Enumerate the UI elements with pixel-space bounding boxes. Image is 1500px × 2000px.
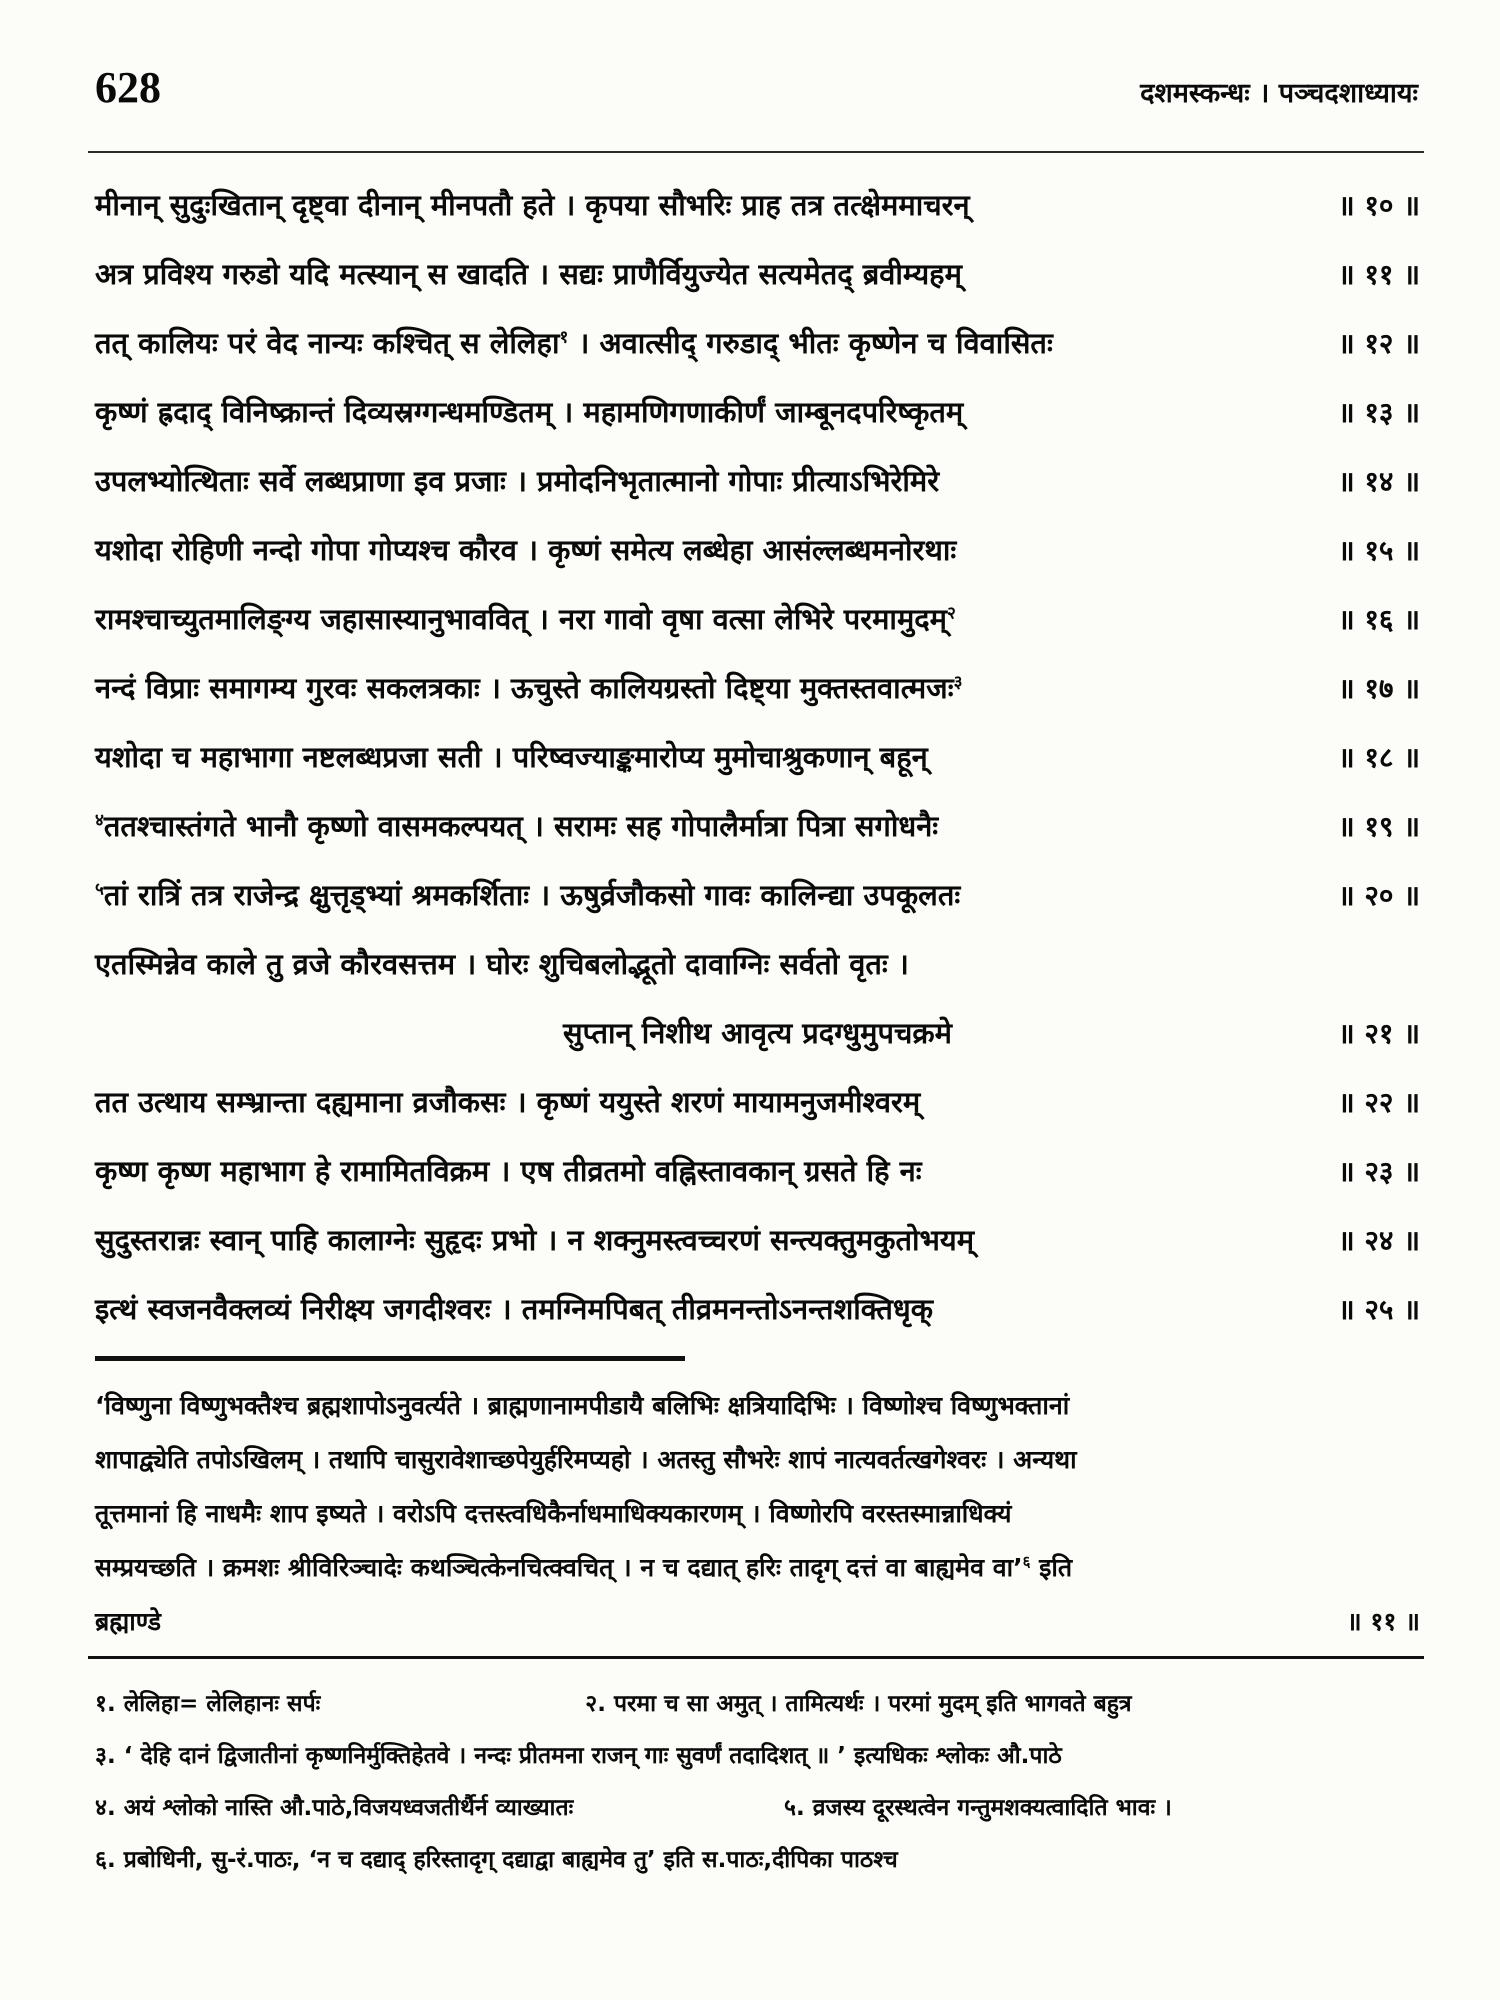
verse-number: ॥ १० ॥ bbox=[1337, 188, 1420, 222]
footnote-5: ५. व्रजस्य दूरस्थत्वेन गन्तुमशक्यत्वादिति भावः । bbox=[784, 1795, 1172, 1821]
commentary-text: ‘विष्णुना विष्णुभक्तैश्च ब्रह्मशापोऽनुवर्त्यते । ब्राह्मणानामपीडायै बलिभिः क्षत्रियादिभिः । विष्णोश्च विष्णुभक्तानां bbox=[95, 1391, 1070, 1420]
verse-line bbox=[95, 791, 1420, 860]
footnote-ref: ४ bbox=[95, 810, 104, 831]
footnote-6: ६. प्रबोधिनी, सु-रं.पाठः, ‘न च दद्याद् हरिस्तादृग् दद्याद्वा बाह्यमेव तु’ इति स.पाठः,दीपिका पाठश्च bbox=[95, 1847, 898, 1873]
verse-text-main: तां रात्रिं तत्र राजेन्द्र क्षुत्तृड्भ्यां श्रमकर्शिताः । ऊषुर्व्रजौकसो गावः कालिन्द्या उपकूलतः bbox=[103, 878, 961, 912]
commentary-divider bbox=[95, 1356, 685, 1361]
commentary-line bbox=[95, 1486, 1420, 1540]
footnote-ref: ६ bbox=[1022, 1552, 1031, 1571]
commentary-text bbox=[95, 1550, 1072, 1584]
verse-text bbox=[95, 1220, 974, 1259]
header-divider bbox=[88, 151, 1424, 153]
footnote-2: २. परमा च सा अमुत् । तामित्यर्थः । परमां मुदम् इति भागवते बहुत्र bbox=[585, 1691, 1132, 1717]
footnote-4: ४. अयं श्लोको नास्ति औ.पाठे,विजयध्वजतीर्थैर्न व्याख्यातः bbox=[95, 1795, 574, 1821]
verse-text bbox=[95, 668, 962, 707]
verse-line bbox=[95, 515, 1420, 584]
verse-text bbox=[95, 737, 928, 776]
verse-number: ॥ २५ ॥ bbox=[1337, 1292, 1420, 1326]
verse-text-main: तत उत्थाय सम्भ्रान्ता दह्यमाना व्रजौकसः । कृष्णं ययुस्ते शरणं मायामनुजमीश्वरम् bbox=[95, 1085, 921, 1119]
footnote-divider bbox=[88, 1656, 1424, 1659]
footnote-row bbox=[95, 1676, 1420, 1728]
verse-line bbox=[95, 1205, 1420, 1274]
verse-line-centered bbox=[95, 998, 1420, 1067]
footnote-ref: ३ bbox=[953, 672, 963, 693]
verse-line bbox=[95, 377, 1420, 446]
footnote-1: १. लेलिहा= लेलिहानः सर्पः bbox=[95, 1691, 321, 1717]
verse-text-main: ततश्चास्तंगते भानौ कृष्णो वासमकल्पयत् । सरामः सह गोपालैर्मात्रा पित्रा सगोधनैः bbox=[103, 809, 939, 843]
verse-text-main: कृष्ण कृष्ण महाभाग हे रामामितविक्रम । एष तीव्रतमो वह्निस्तावकान् ग्रसते हि नः bbox=[95, 1154, 922, 1188]
verse-line bbox=[95, 446, 1420, 515]
verse-text-main: उपलभ्योत्थिताः सर्वे लब्धप्राणा इव प्रजाः । प्रमोदनिभृतात्मानो गोपाः प्रीत्याऽभिरेमिरे bbox=[95, 464, 940, 498]
verse-number: ॥ २२ ॥ bbox=[1337, 1085, 1420, 1119]
verse-number: ॥ १५ ॥ bbox=[1337, 533, 1420, 567]
verse-text-main: नन्दं विप्राः समागम्य गुरवः सकलत्रकाः । ऊचुस्ते कालियग्रस्तो दिष्ट्या मुक्तस्तवात्मजः bbox=[95, 671, 954, 705]
verse-text-cont: । अवात्सीद् गरुडाद् भीतः कृष्णेन च विवासितः bbox=[568, 326, 1053, 360]
verse-text bbox=[95, 185, 970, 224]
verse-number: ॥ २० ॥ bbox=[1337, 878, 1420, 912]
verse-text bbox=[95, 806, 938, 845]
verse-text bbox=[95, 392, 963, 431]
verse-text-main: अत्र प्रविश्य गरुडो यदि मत्स्यान् स खादति । सद्यः प्राणैर्वियुज्येत सत्यमेतद् ब्रवीम्यहम् bbox=[95, 257, 962, 291]
verse-text bbox=[95, 323, 1053, 362]
verse-text-main: सुप्तान् निशीथ आवृत्य प्रदग्धुमुपचक्रमे bbox=[562, 1016, 953, 1050]
commentary-text-pre: सम्प्रयच्छति । क्रमशः श्रीविरिञ्चादेः कथञ्चित्केनचित्क्वचित् । न च दद्यात् हरिः तादृग् दत्तं वा बाह्यमेव वा’ bbox=[95, 1553, 1023, 1582]
footnote-row bbox=[95, 1780, 1420, 1832]
verse-line bbox=[95, 1274, 1420, 1343]
verse-line bbox=[95, 239, 1420, 308]
verse-text-main: रामश्चाच्युतमालिङ्ग्य जहासास्यानुभाववित् । नरा गावो वृषा वत्सा लेभिरे परमामुदम् bbox=[95, 602, 948, 636]
footnote-row bbox=[95, 1728, 1420, 1780]
verse-number: ॥ २३ ॥ bbox=[1337, 1154, 1420, 1188]
commentary-verse-number: ॥ ११ ॥ bbox=[1346, 1607, 1420, 1636]
verse-text-main: इत्थं स्वजनवैक्लव्यं निरीक्ष्य जगदीश्वरः । तमग्निमपिबत् तीव्रमनन्तोऽनन्तशक्तिधृक् bbox=[95, 1292, 933, 1326]
verse-number: ॥ १२ ॥ bbox=[1337, 326, 1420, 360]
verse-text bbox=[95, 254, 962, 293]
commentary-text: शापाद्व्येति तपोऽखिलम् । तथापि चासुरावेशाच्छपेयुर्हरिमप्यहो । अतस्तु सौभरेः शापं नात्यवर्तत्खगेश्वरः । अन्यथा bbox=[95, 1445, 1077, 1474]
verse-number: ॥ १३ ॥ bbox=[1337, 395, 1420, 429]
verse-line bbox=[95, 1136, 1420, 1205]
verse-text bbox=[95, 1151, 922, 1190]
footnote-ref: ५ bbox=[95, 879, 104, 900]
verse-text bbox=[95, 599, 956, 638]
verse-line bbox=[95, 653, 1420, 722]
commentary-line bbox=[95, 1432, 1420, 1486]
verse-number: ॥ १७ ॥ bbox=[1337, 671, 1420, 705]
footnote-ref: २ bbox=[947, 603, 956, 624]
verse-text-main: कृष्णं ह्रदाद् विनिष्क्रान्तं दिव्यस्रग्गन्धमण्डितम् । महामणिगणाकीर्णं जाम्बूनदपरिष्कृतम् bbox=[95, 395, 964, 429]
commentary-text: तूत्तमानां हि नाधमैः शाप इष्यते । वरोऽपि दत्तस्त्वधिकैर्नाधमाधिक्यकारणम् । विष्णोरपि वरस्तस्मान्नाधिक्यं bbox=[95, 1499, 1012, 1528]
footnote-block bbox=[95, 1676, 1420, 1884]
verse-number: ॥ १६ ॥ bbox=[1337, 602, 1420, 636]
commentary-line-last bbox=[95, 1594, 1420, 1648]
footnote-ref: १ bbox=[559, 327, 569, 348]
footnote-row bbox=[95, 1832, 1420, 1884]
verse-text-main: एतस्मिन्नेव काले तु व्रजे कौरवसत्तम । घोरः शुचिबलोद्भूतो दावाग्निः सर्वतो वृतः । bbox=[95, 947, 909, 981]
verse-line bbox=[95, 722, 1420, 791]
verse-text bbox=[95, 1289, 933, 1328]
commentary-source: ब्रह्माण्डे bbox=[95, 1607, 162, 1636]
page-header bbox=[95, 63, 1418, 112]
verse-number: ॥ १९ ॥ bbox=[1337, 809, 1420, 843]
footnote-3: ३. ‘ देहि दानं द्विजातीनां कृष्णनिर्मुक्तिहेतवे । नन्दः प्रीतमना राजन् गाः सुवर्णं तदादिशत् ॥ ’ इत्यधिकः श्लोकः औ.पाठे bbox=[95, 1743, 1062, 1769]
verse-line bbox=[95, 929, 1420, 998]
verse-text-main: सुदुस्तरान्नः स्वान् पाहि कालाग्नेः सुहृदः प्रभो । न शक्नुमस्त्वच्चरणं सन्त्यक्तुमकुतोभयम् bbox=[95, 1223, 975, 1257]
verse-text-main: मीनान् सुदुःखितान् दृष्ट्वा दीनान् मीनपतौ हते । कृपया सौभरिः प्राह तत्र तत्क्षेममाचरन् bbox=[95, 188, 970, 222]
verse-number: ॥ २१ ॥ bbox=[1337, 1016, 1420, 1050]
verse-number: ॥ १४ ॥ bbox=[1337, 464, 1420, 498]
verse-line bbox=[95, 584, 1420, 653]
verse-line bbox=[95, 308, 1420, 377]
verse-number: ॥ २४ ॥ bbox=[1337, 1223, 1420, 1257]
verse-line bbox=[95, 170, 1420, 239]
commentary-line bbox=[95, 1378, 1420, 1432]
verse-block bbox=[95, 170, 1420, 1343]
verse-text bbox=[95, 530, 956, 569]
verse-text-main: यशोदा रोहिणी नन्दो गोपा गोप्यश्च कौरव । कृष्णं समेत्य लब्धेहा आसंल्लब्धमनोरथाः bbox=[95, 533, 957, 567]
verse-text bbox=[95, 875, 960, 914]
commentary-text-tail: इति bbox=[1030, 1553, 1073, 1582]
verse-line bbox=[95, 860, 1420, 929]
verse-text bbox=[95, 1082, 920, 1121]
verse-text bbox=[563, 1013, 952, 1052]
verse-text-main: यशोदा च महाभागा नष्टलब्धप्रजा सती । परिष्वज्याङ्कमारोप्य मुमोचाश्रुकणान् बहून् bbox=[95, 740, 928, 774]
verse-text bbox=[95, 944, 909, 983]
chapter-title: दशमस्कन्धः । पञ्चदशाध्यायः bbox=[1140, 77, 1418, 109]
verse-text bbox=[95, 461, 939, 500]
commentary-line bbox=[95, 1540, 1420, 1594]
verse-number: ॥ १८ ॥ bbox=[1337, 740, 1420, 774]
page-number: 628 bbox=[95, 63, 161, 112]
verse-line bbox=[95, 1067, 1420, 1136]
commentary-block bbox=[95, 1378, 1420, 1648]
verse-number: ॥ ११ ॥ bbox=[1337, 257, 1420, 291]
verse-text-main: तत् कालियः परं वेद नान्यः कश्चित् स लेलिहा bbox=[95, 326, 560, 360]
